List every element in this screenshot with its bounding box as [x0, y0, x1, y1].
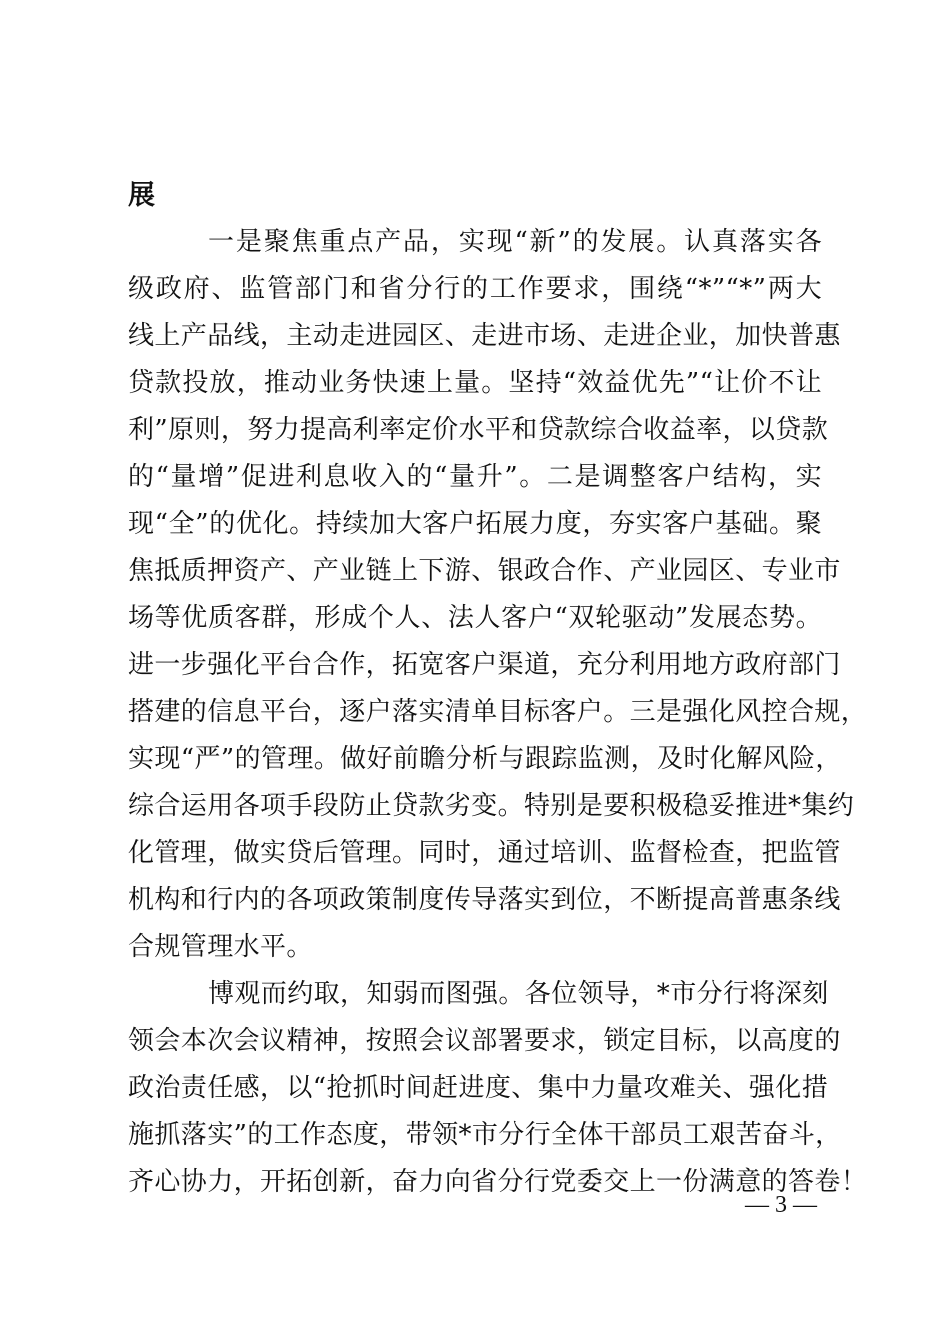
continued-heading: 展: [128, 180, 155, 211]
paragraph-line: 现“全”的优化。持续加大客户拓展力度，夯实客户基础。聚: [128, 509, 822, 539]
paragraph-line: 焦抵质押资产、产业链上下游、银政合作、产业园区、专业市: [128, 556, 841, 586]
paragraph-line: 施抓落实”的工作态度，带领*市分行全体干部员工艰苦奋斗，: [128, 1120, 842, 1150]
paragraph-line: 博观而约取，知弱而图强。各位领导，*市分行将深刻: [208, 979, 829, 1009]
page-number: — 3 —: [745, 1192, 817, 1218]
paragraph-line: 利”原则，努力提高利率定价水平和贷款综合收益率，以贷款: [128, 415, 829, 445]
paragraph-line: 齐心协力，开拓创新，奋力向省分行党委交上一份满意的答卷！: [128, 1167, 868, 1197]
paragraph-line: 进一步强化平台合作，拓宽客户渠道，充分利用地方政府部门: [128, 650, 841, 680]
paragraph-line: 的“量增”促进利息收入的“量升”。二是调整客户结构，实: [128, 462, 822, 492]
paragraph-line: 级政府、监管部门和省分行的工作要求，围绕“*”“*”两大: [128, 274, 822, 304]
paragraph-line: 场等优质客群，形成个人、法人客户“双轮驱动”发展态势。: [128, 603, 822, 633]
paragraph-line: 一是聚焦重点产品，实现“新”的发展。认真落实各: [208, 227, 822, 257]
paragraph-line: 搭建的信息平台，逐户落实清单目标客户。三是强化风控合规，: [128, 697, 868, 727]
paragraph-line: 综合运用各项手段防止贷款劣变。特别是要积极稳妥推进*集约: [128, 791, 855, 821]
paragraph-line: 政治责任感，以“抢抓时间赶进度、集中力量攻难关、强化措: [128, 1073, 829, 1103]
paragraph-line: 化管理，做实贷后管理。同时，通过培训、监督检查，把监管: [128, 838, 841, 868]
paragraph-line: 贷款投放，推动业务快速上量。坚持“效益优先”“让价不让: [128, 368, 822, 398]
paragraph-line: 机构和行内的各项政策制度传导落实到位，不断提高普惠条线: [128, 885, 841, 915]
paragraph-line: 合规管理水平。: [128, 932, 313, 962]
paragraph-line: 线上产品线，主动走进园区、走进市场、走进企业，加快普惠: [128, 321, 841, 351]
paragraph-line: 领会本次会议精神，按照会议部署要求，锁定目标，以高度的: [128, 1026, 841, 1056]
paragraph-line: 实现“严”的管理。做好前瞻分析与跟踪监测，及时化解风险，: [128, 744, 842, 774]
